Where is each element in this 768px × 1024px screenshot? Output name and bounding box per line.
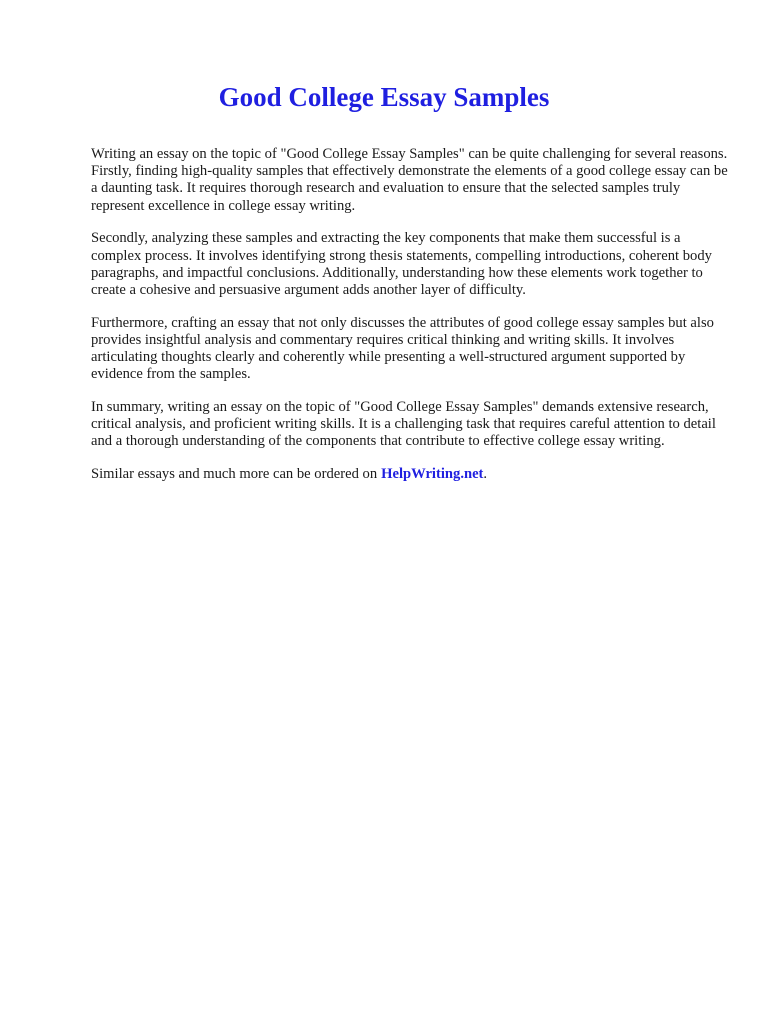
footer-line [91, 466, 731, 483]
paragraph-2: Secondly, analyzing these samples and extracting the key components that make them successful is a complex process. It involves identifying strong thesis statements, compelling introductions, coherent body paragraphs, and impactful conclusions. Additionally, understanding how these elements work together to create a cohesive and persuasive argument adds another layer of difficulty. [91, 230, 712, 298]
page-title: Good College Essay Samples [218, 82, 550, 112]
footer-prefix: Similar essays and much more can be ordered on [91, 466, 378, 483]
footer-suffix: . [483, 466, 488, 483]
paragraph-4: In summary, writing an essay on the topic of "Good College Essay Samples" demands extensive research, critical analysis, and proficient writing skills. It is a challenging task that requires careful attention to detail and a thorough understanding of the components that contribute to effective college essay writing. [91, 398, 716, 450]
document-body [91, 146, 731, 499]
helpwriting-link[interactable]: HelpWriting.net [381, 466, 484, 483]
paragraph-1: Writing an essay on the topic of "Good College Essay Samples" can be quite challenging for several reasons. Firstly, finding high-quality samples that effectively demonstrate the elements of a good college essay can be a daunting task. It requires thorough research and evaluation to ensure that the selected samples truly represent excellence in college essay writing. [91, 146, 728, 214]
paragraph-3: Furthermore, crafting an essay that not only discusses the attributes of good college essay samples but also provides insightful analysis and commentary requires critical thinking and writing skills. It involves articulating thoughts clearly and coherently while presenting a well-structured argument supported by evidence from the samples. [91, 314, 714, 383]
